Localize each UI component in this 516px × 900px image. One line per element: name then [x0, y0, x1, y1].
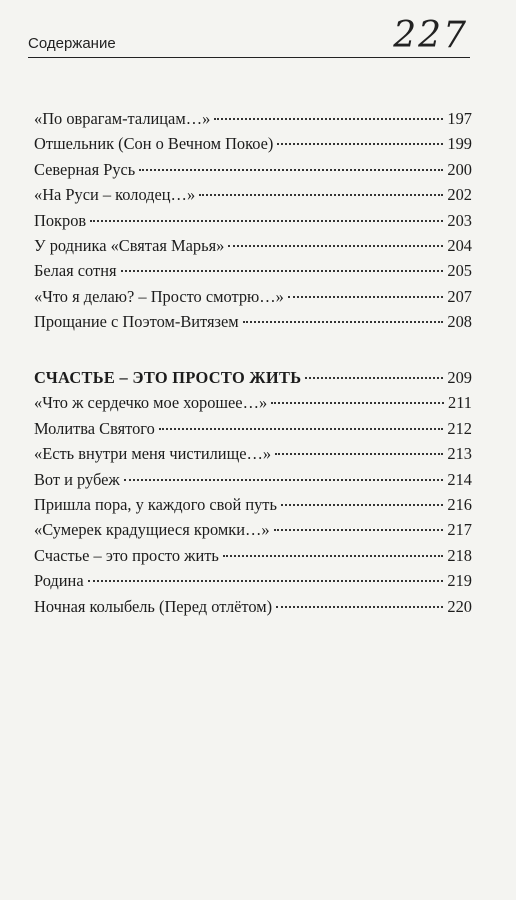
dot-leader: [223, 555, 443, 557]
toc-entry[interactable]: [34, 109, 472, 134]
dot-leader: [159, 428, 444, 430]
toc-entry[interactable]: [34, 393, 472, 418]
dot-leader: [139, 169, 443, 171]
toc-entry[interactable]: [34, 571, 472, 596]
toc-entry[interactable]: [34, 287, 472, 312]
toc-entry-title: «Что я делаю? – Просто смотрю…»: [34, 286, 284, 306]
dot-leader: [121, 270, 444, 272]
toc-entry[interactable]: [34, 261, 472, 286]
toc-entry[interactable]: [34, 134, 472, 159]
toc-entry-title: Счастье – это просто жить: [34, 545, 219, 565]
toc-entry-title: Белая сотня: [34, 261, 117, 281]
section-title: Содержание: [28, 35, 116, 52]
toc-entry-title: «На Руси – колодец…»: [34, 185, 196, 205]
toc-entry[interactable]: [34, 495, 472, 520]
toc-entry-page: 209: [447, 368, 472, 387]
toc-entry-page: 207: [447, 286, 472, 306]
toc-entry-title: Покров: [34, 210, 87, 230]
toc-entry-page: 202: [447, 185, 472, 205]
running-header: [28, 14, 470, 58]
toc-entry-page: 217: [447, 520, 472, 540]
toc-entry-page: 203: [447, 210, 472, 230]
dot-leader: [90, 220, 443, 222]
toc-entry-page: 197: [447, 109, 472, 128]
toc-entry[interactable]: [34, 597, 472, 622]
toc-entry[interactable]: [34, 520, 472, 545]
toc-entry[interactable]: [34, 419, 472, 444]
toc-entry-page: 213: [447, 444, 472, 464]
toc-entry-title: Вот и рубеж: [34, 469, 120, 489]
toc-entry[interactable]: [34, 236, 472, 261]
dot-leader: [277, 143, 443, 145]
dot-leader: [88, 580, 444, 582]
toc-entry-title: СЧАСТЬЕ – ЭТО ПРОСТО ЖИТЬ: [34, 368, 302, 387]
toc-entry-page: 218: [447, 545, 472, 565]
dot-leader: [281, 504, 443, 506]
page-number: 227: [393, 15, 468, 56]
toc-entry[interactable]: [34, 185, 472, 210]
dot-leader: [124, 479, 444, 481]
dot-leader: [275, 453, 443, 455]
toc-list-2: [34, 368, 472, 622]
toc-entry-page: 216: [447, 494, 472, 514]
toc-entry-page: 204: [447, 235, 472, 255]
toc-list-1: [34, 109, 472, 338]
toc-entry-title: Ночная колыбель (Перед отлётом): [34, 596, 273, 616]
toc-entry-page: 214: [447, 469, 472, 489]
toc-entry-title: Отшельник (Сон о Вечном Покое): [34, 134, 274, 154]
toc-entry[interactable]: [34, 211, 472, 236]
dot-leader: [228, 245, 443, 247]
toc-entry-page: 200: [447, 159, 472, 179]
dot-leader: [305, 377, 443, 379]
header-rule: [28, 57, 470, 58]
toc-entry-title: У родника «Святая Марья»: [34, 235, 225, 255]
dot-leader: [271, 402, 444, 404]
toc-entry-title: Северная Русь: [34, 159, 136, 179]
dot-leader: [274, 529, 444, 531]
toc-entry-title: «Есть внутри меня чистилище…»: [34, 444, 272, 464]
toc-entry[interactable]: [34, 470, 472, 495]
toc-entry[interactable]: [34, 312, 472, 337]
toc-entry-title: Молитва Святого: [34, 418, 155, 438]
toc-entry-title: «Сумерек крадущиеся кромки…»: [34, 520, 270, 540]
dot-leader: [214, 118, 443, 120]
toc-entry-title: Пришла пора, у каждого свой путь: [34, 494, 277, 514]
toc-entry-title: «Что ж сердечко мое хорошее…»: [34, 393, 268, 413]
toc-entry[interactable]: [34, 546, 472, 571]
dot-leader: [288, 296, 444, 298]
toc-section-heading[interactable]: [34, 368, 472, 393]
toc-entry[interactable]: [34, 444, 472, 469]
toc-entry-title: Родина: [34, 571, 84, 591]
toc-entry-page: 208: [447, 312, 472, 332]
toc-entry-page: 205: [447, 261, 472, 281]
toc-entry-title: «По оврагам-талицам…»: [34, 109, 211, 128]
dot-leader: [276, 606, 443, 608]
toc-entry-page: 199: [447, 134, 472, 154]
toc-entry-page: 211: [448, 393, 472, 413]
toc-entry-title: Прощание с Поэтом-Витязем: [34, 312, 239, 332]
toc-entry-page: 219: [447, 571, 472, 591]
dot-leader: [199, 194, 443, 196]
toc-entry-page: 220: [447, 596, 472, 616]
dot-leader: [243, 321, 444, 323]
toc-entry-page: 212: [447, 418, 472, 438]
toc-entry[interactable]: [34, 160, 472, 185]
